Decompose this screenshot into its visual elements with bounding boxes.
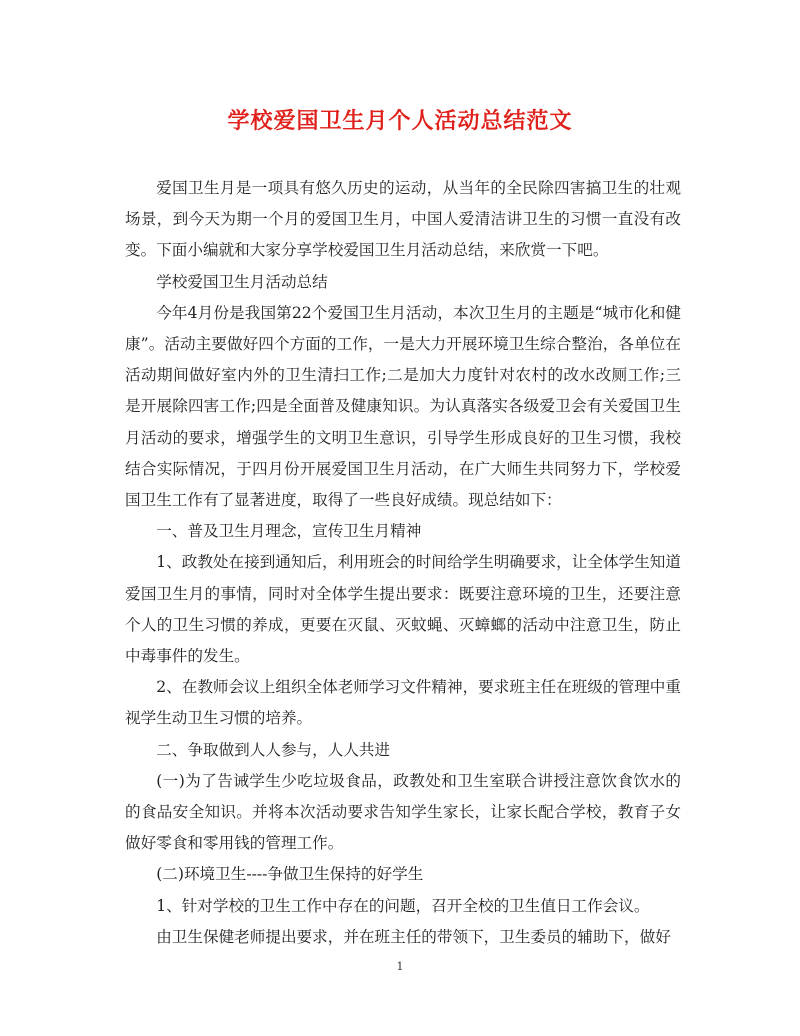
paragraph-item-3: 1、针对学校的卫生工作中存在的问题，召开全校的卫生值日工作会议。 bbox=[156, 896, 650, 915]
section-heading-2: 二、争取做到人人参与，人人共进 bbox=[156, 740, 391, 759]
paragraph-subsection-1: (一)为了告诫学生少吃垃圾食品，政教处和卫生室联合讲授注意饮食饮水的的食品安全知识。并将本次活动要求告知学生家长，让家长配合学校，教育子女做好零食和零用钱的管理工作。 bbox=[125, 771, 681, 853]
paragraph-subtitle: 学校爱国卫生月活动总结 bbox=[156, 272, 328, 291]
section-heading-1: 一、普及卫生月理念，宣传卫生月精神 bbox=[156, 522, 422, 541]
subsection-heading-2: (二)环境卫生----争做卫生保持的好学生 bbox=[156, 865, 424, 884]
paragraph-item-2: 2、在教师会议上组织全体老师学习文件精神，要求班主任在班级的管理中重视学生动卫生习惯的培养。 bbox=[125, 678, 681, 728]
document-title: 学校爱国卫生月个人活动总结范文 bbox=[227, 108, 573, 134]
paragraph-item-1: 1、政教处在接到通知后，利用班会的时间给学生明确要求，让全体学生知道爱国卫生月的事情，同时对全体学生提出要求：既要注意环境的卫生，还要注意个人的卫生习惯的养成，更要在灭鼠、灭蚊蝇、灭蟑螂的活动中注意卫生，防止中毒事件的发生。 bbox=[125, 553, 681, 666]
page-number: 1 bbox=[396, 960, 404, 973]
paragraph-intro: 爱国卫生月是一项具有悠久历史的运动，从当年的全民除四害搞卫生的壮观场景，到今天为期一个月的爱国卫生月，中国人爱清洁讲卫生的习惯一直没有改变。下面小编就和大家分享学校爱国卫生月活动总结，来欣赏一下吧。 bbox=[125, 179, 681, 260]
paragraph-overview: 今年4月份是我国第22个爱国卫生月活动，本次卫生月的主题是“城市化和健康”。活动主要做好四个方面的工作，一是大力开展环境卫生综合整治，各单位在活动期间做好室内外的卫生清扫工作;二是加大力度针对农村的改水改厕工作;三是开展除四害工作;四是全面普及健康知识。为认真落实各级爱卫会有关爱国卫生月活动的要求，增强学生的文明卫生意识，引导学生形成良好的卫生习惯，我校结合实际情况，于四月份开展爱国卫生月活动，在广大师生共同努力下，学校爱国卫生工作有了显著进度，取得了一些良好成绩。现总结如下： bbox=[125, 303, 681, 510]
paragraph-continuation: 由卫生保健老师提出要求，并在班主任的带领下，卫生委员的辅助下，做好 bbox=[156, 927, 671, 946]
document-body bbox=[125, 173, 681, 953]
